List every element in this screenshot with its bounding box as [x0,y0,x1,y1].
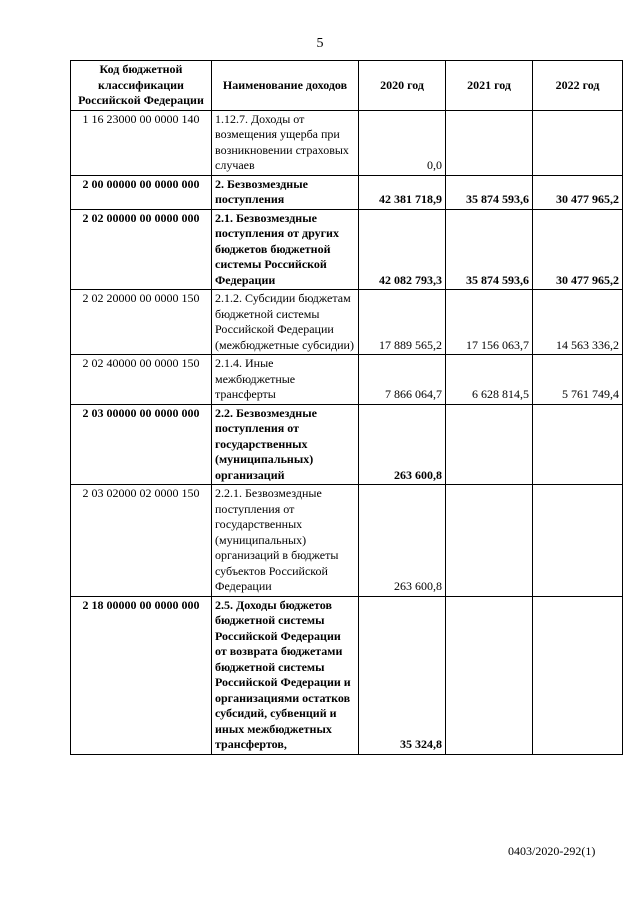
row-value-2021 [446,404,533,485]
row-value-2020: 0,0 [359,110,446,175]
row-value-2020: 42 381 718,9 [359,175,446,209]
document-number: 0403/2020-292(1) [508,844,596,858]
row-name: 2.2. Безвозмездные поступления от государственных (муниципальных) организаций [212,404,359,485]
header-2022: 2022 год [533,61,623,111]
row-code: 2 03 00000 00 0000 000 [71,404,212,485]
row-name: 2.1.4. Иные межбюджетные трансферты [212,355,359,405]
row-code: 2 00 00000 00 0000 000 [71,175,212,209]
row-value-2022 [533,596,623,754]
row-value-2021: 35 874 593,6 [446,175,533,209]
row-name: 2.5. Доходы бюджетов бюджетной системы Российской Федерации от возврата бюджетами бюджетной системы Российской Федерации и организациями остатков субсидий, субвенций и иных межбюджетных трансфертов, [212,596,359,754]
header-2021: 2021 год [446,61,533,111]
row-value-2022: 30 477 965,2 [533,175,623,209]
row-value-2020: 17 889 565,2 [359,290,446,355]
table-row [71,355,623,405]
header-2020: 2020 год [359,61,446,111]
row-value-2020: 35 324,8 [359,596,446,754]
table-row [71,175,623,209]
row-value-2020: 42 082 793,3 [359,209,446,290]
row-name: 2.1. Безвозмездные поступления от других бюджетов бюджетной системы Российской Федерации [212,209,359,290]
row-value-2021 [446,485,533,597]
row-value-2022 [533,404,623,485]
header-code: Код бюджетной классификации Российской Федерации [71,61,212,111]
page-number: 5 [316,36,324,51]
table-row [71,110,623,175]
row-value-2022 [533,485,623,597]
row-value-2022: 5 761 749,4 [533,355,623,405]
row-name: 2.2.1. Безвозмездные поступления от государственных (муниципальных) организаций в бюджеты субъектов Российской Федерации [212,485,359,597]
table-row [71,209,623,290]
row-name: 2. Безвозмездные поступления [212,175,359,209]
row-value-2021: 35 874 593,6 [446,209,533,290]
row-code: 1 16 23000 00 0000 140 [71,110,212,175]
row-code: 2 03 02000 02 0000 150 [71,485,212,597]
row-value-2021 [446,596,533,754]
table-row [71,485,623,597]
header-name: Наименование доходов [212,61,359,111]
budget-revenue-table [70,60,623,755]
row-value-2021: 6 628 814,5 [446,355,533,405]
row-value-2021: 17 156 063,7 [446,290,533,355]
row-value-2020: 263 600,8 [359,404,446,485]
row-value-2022 [533,110,623,175]
row-value-2020: 7 866 064,7 [359,355,446,405]
row-name: 1.12.7. Доходы от возмещения ущерба при возникновении страховых случаев [212,110,359,175]
row-code: 2 02 20000 00 0000 150 [71,290,212,355]
row-value-2020: 263 600,8 [359,485,446,597]
row-value-2021 [446,110,533,175]
row-value-2022: 14 563 336,2 [533,290,623,355]
row-value-2022: 30 477 965,2 [533,209,623,290]
row-name: 2.1.2. Субсидии бюджетам бюджетной системы Российской Федерации (межбюджетные субсидии) [212,290,359,355]
row-code: 2 02 00000 00 0000 000 [71,209,212,290]
table-row [71,290,623,355]
row-code: 2 18 00000 00 0000 000 [71,596,212,754]
table-header-row [71,61,623,111]
row-code: 2 02 40000 00 0000 150 [71,355,212,405]
table-row [71,404,623,485]
table-row [71,596,623,754]
